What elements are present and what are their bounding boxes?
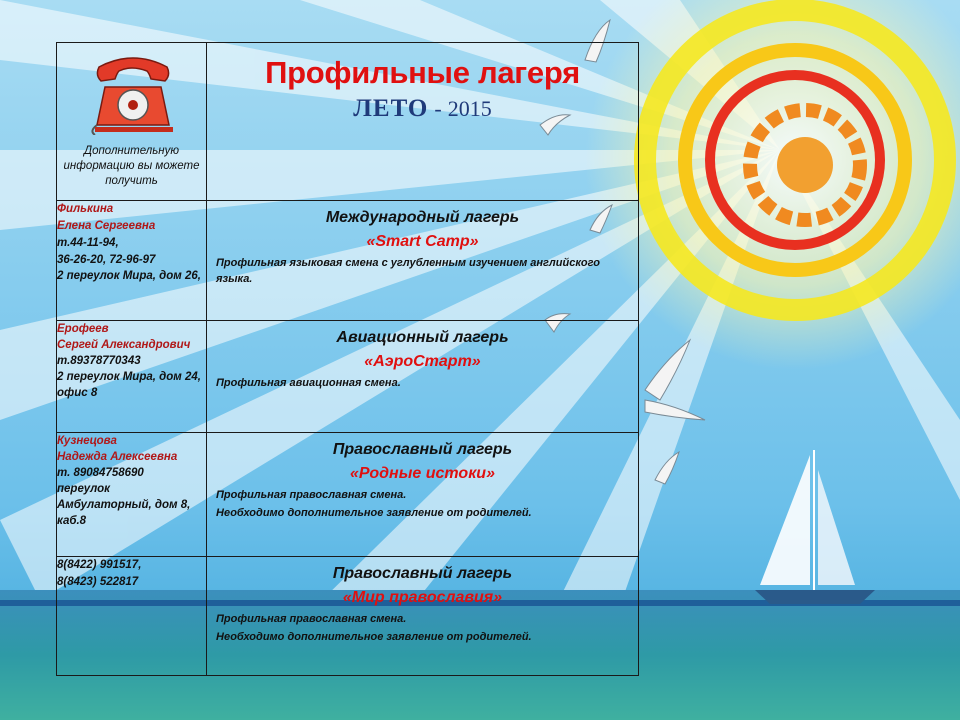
contact-line: переулок Амбулаторный, дом 8, каб.8 — [57, 483, 191, 527]
contact-line: 36-26-20, 72-96-97 — [57, 254, 156, 266]
contact-line: 2 переулок Мира, дом 26, — [57, 270, 201, 282]
header-info-cell — [57, 43, 207, 201]
contact-cell — [57, 557, 207, 676]
contact-line: Ерофеев — [57, 323, 109, 335]
subtitle-dash: - — [434, 96, 442, 121]
camp-cell — [207, 201, 639, 321]
contact-line: т.44-11-94, — [57, 237, 119, 249]
camp-cell — [207, 321, 639, 433]
camp-name: «Мир православия» — [342, 589, 503, 606]
camp-description: Профильная православная смена. — [216, 613, 407, 625]
camp-name: «АэроСтарт» — [364, 353, 481, 370]
camp-cell — [207, 433, 639, 557]
header-title-cell — [207, 43, 639, 201]
camp-type: Православный лагерь — [332, 441, 513, 458]
contact-cell — [57, 201, 207, 321]
camp-type: Международный лагерь — [325, 209, 520, 226]
contact-line: 2 переулок Мира, дом 24, офис 8 — [57, 371, 201, 399]
camp-cell — [207, 557, 639, 676]
contact-cell — [57, 433, 207, 557]
camp-type: Православный лагерь — [332, 565, 513, 582]
camp-description: Профильная авиационная смена. — [216, 377, 401, 389]
contact-line: т.89378770343 — [57, 355, 141, 367]
subtitle-season: ЛЕТО — [353, 95, 429, 122]
info-note: Дополнительную информацию вы можете получить — [63, 145, 200, 187]
contact-line: Сергей Александрович — [57, 339, 191, 351]
subtitle-year: 2015 — [447, 96, 492, 121]
page-subtitle — [207, 95, 638, 123]
camp-description: Необходимо дополнительное заявление от родителей. — [216, 507, 532, 519]
sun-icon — [645, 10, 945, 310]
contact-line: т. 89084758690 — [57, 467, 144, 479]
page-title: Профильные лагеря — [265, 55, 580, 90]
telephone-icon — [91, 53, 175, 135]
contact-line: 8(8422) 991517, — [57, 559, 142, 571]
camp-description: Необходимо дополнительное заявление от родителей. — [216, 631, 532, 643]
table-row — [57, 201, 639, 321]
camps-table — [56, 42, 639, 676]
camp-description: Профильная православная смена. — [216, 489, 407, 501]
table-row — [57, 557, 639, 676]
contact-line: Филькина — [57, 203, 114, 215]
camp-name: «Родные истоки» — [350, 465, 495, 482]
contact-line: Елена Сергеевна — [57, 220, 156, 232]
contact-line: 8(8423) 522817 — [57, 576, 139, 588]
contact-line: Кузнецова — [57, 435, 117, 447]
camp-type: Авиационный лагерь — [336, 329, 509, 346]
contact-cell — [57, 321, 207, 433]
table-row — [57, 321, 639, 433]
camp-name: «Smart Camp» — [366, 233, 479, 250]
camp-description: Профильная языковая смена с углубленным изучением английского языка. — [216, 257, 600, 285]
table-row — [57, 433, 639, 557]
contact-line: Надежда Алексеевна — [57, 451, 178, 463]
